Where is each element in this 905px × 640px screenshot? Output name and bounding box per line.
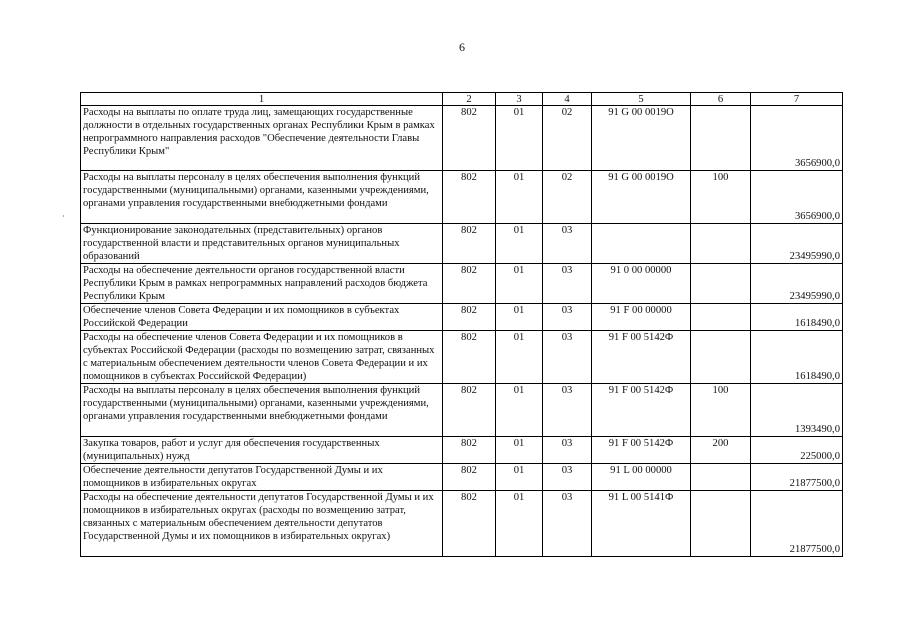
header-col-7: 7 bbox=[751, 93, 843, 106]
row-ministry-code: 802 bbox=[443, 264, 496, 304]
row-name: Обеспечение членов Совета Федерации и их помощников в субъектах Российской Федерации bbox=[81, 304, 443, 331]
row-name: Функционирование законодательных (представительных) органов государственной власти и представительных органов муниципальных образований bbox=[81, 224, 443, 264]
table-row bbox=[81, 304, 843, 331]
row-target-article: 91 F 00 5142Ф bbox=[592, 331, 691, 384]
row-name: Расходы на выплаты персоналу в целях обеспечения выполнения функций государственными (муниципальными) органами, казенными учреждениями, органами управления государственными внебюджетными фондами bbox=[81, 384, 443, 437]
row-amount: 1618490,0 bbox=[751, 304, 843, 331]
row-expense-type: 200 bbox=[691, 437, 751, 464]
row-expense-type bbox=[691, 464, 751, 491]
row-section: 01 bbox=[496, 171, 543, 224]
row-amount: 1393490,0 bbox=[751, 384, 843, 437]
row-section: 01 bbox=[496, 264, 543, 304]
row-section: 01 bbox=[496, 384, 543, 437]
row-expense-type bbox=[691, 224, 751, 264]
row-subsection: 03 bbox=[543, 304, 592, 331]
row-section: 01 bbox=[496, 331, 543, 384]
table-row bbox=[81, 331, 843, 384]
table-row bbox=[81, 464, 843, 491]
row-target-article: 91 F 00 5142Ф bbox=[592, 437, 691, 464]
row-name: Расходы на обеспечение деятельности органов государственной власти Республики Крым в рамках непрограммных направлений расходов бюджета Республики Крым bbox=[81, 264, 443, 304]
row-section: 01 bbox=[496, 437, 543, 464]
row-subsection: 03 bbox=[543, 384, 592, 437]
row-name: Обеспечение деятельности депутатов Государственной Думы и их помощников в избирательных округах bbox=[81, 464, 443, 491]
row-name: Расходы на обеспечение деятельности депутатов Государственной Думы и их помощников в избирательных округах (расходы по возмещению затрат, связанных с материальным обеспечением деятельности депутатов Государственной Думы и их помощников в избирательных округах) bbox=[81, 491, 443, 557]
row-name: Расходы на выплаты по оплате труда лиц, замещающих государственные должности в отдельных государственных органах Республики Крым в рамках непрограммного направления расходов "Обеспечение деятельности Главы Республики Крым" bbox=[81, 106, 443, 171]
table-row bbox=[81, 106, 843, 171]
row-section: 01 bbox=[496, 464, 543, 491]
row-ministry-code: 802 bbox=[443, 224, 496, 264]
row-ministry-code: 802 bbox=[443, 384, 496, 437]
header-row bbox=[81, 93, 843, 106]
table-row bbox=[81, 437, 843, 464]
row-ministry-code: 802 bbox=[443, 491, 496, 557]
row-subsection: 03 bbox=[543, 437, 592, 464]
row-ministry-code: 802 bbox=[443, 304, 496, 331]
row-name: Закупка товаров, работ и услуг для обеспечения государственных (муниципальных) нужд bbox=[81, 437, 443, 464]
row-target-article: 91 F 00 5142Ф bbox=[592, 384, 691, 437]
row-name: Расходы на выплаты персоналу в целях обеспечения выполнения функций государственными (муниципальными) органами, казенными учреждениями, органами управления государственными внебюджетными фондами bbox=[81, 171, 443, 224]
row-target-article: 91 F 00 00000 bbox=[592, 304, 691, 331]
row-amount: 23495990,0 bbox=[751, 264, 843, 304]
row-section: 01 bbox=[496, 491, 543, 557]
row-target-article: 91 G 00 0019О bbox=[592, 106, 691, 171]
header-col-1: 1 bbox=[81, 93, 443, 106]
scan-mark: · bbox=[62, 212, 65, 221]
row-expense-type bbox=[691, 106, 751, 171]
header-col-6: 6 bbox=[691, 93, 751, 106]
row-subsection: 02 bbox=[543, 171, 592, 224]
row-subsection: 03 bbox=[543, 264, 592, 304]
row-amount: 23495990,0 bbox=[751, 224, 843, 264]
row-expense-type bbox=[691, 264, 751, 304]
row-target-article: 91 0 00 00000 bbox=[592, 264, 691, 304]
header-col-3: 3 bbox=[496, 93, 543, 106]
header-col-4: 4 bbox=[543, 93, 592, 106]
table-row bbox=[81, 224, 843, 264]
row-target-article: 91 G 00 0019О bbox=[592, 171, 691, 224]
row-amount: 225000,0 bbox=[751, 437, 843, 464]
row-section: 01 bbox=[496, 224, 543, 264]
table-row bbox=[81, 384, 843, 437]
row-expense-type bbox=[691, 304, 751, 331]
row-ministry-code: 802 bbox=[443, 464, 496, 491]
row-amount: 21877500,0 bbox=[751, 491, 843, 557]
budget-table bbox=[80, 92, 843, 557]
row-subsection: 03 bbox=[543, 491, 592, 557]
row-ministry-code: 802 bbox=[443, 331, 496, 384]
row-subsection: 03 bbox=[543, 464, 592, 491]
row-name: Расходы на обеспечение членов Совета Федерации и их помощников в субъектах Российской Федерации (расходы по возмещению затрат, связанных с материальным обеспечением деятельности членов Совета Федерации и их помощников в субъектах Российской Федерации) bbox=[81, 331, 443, 384]
row-amount: 21877500,0 bbox=[751, 464, 843, 491]
row-subsection: 02 bbox=[543, 106, 592, 171]
row-expense-type: 100 bbox=[691, 384, 751, 437]
row-ministry-code: 802 bbox=[443, 106, 496, 171]
row-amount: 3656900,0 bbox=[751, 171, 843, 224]
row-section: 01 bbox=[496, 304, 543, 331]
table-row bbox=[81, 264, 843, 304]
table-row bbox=[81, 491, 843, 557]
row-target-article bbox=[592, 224, 691, 264]
row-section: 01 bbox=[496, 106, 543, 171]
row-amount: 1618490,0 bbox=[751, 331, 843, 384]
row-target-article: 91 L 00 5141Ф bbox=[592, 491, 691, 557]
row-expense-type bbox=[691, 331, 751, 384]
row-ministry-code: 802 bbox=[443, 171, 496, 224]
header-col-5: 5 bbox=[592, 93, 691, 106]
row-target-article: 91 L 00 00000 bbox=[592, 464, 691, 491]
table-row bbox=[81, 171, 843, 224]
row-expense-type: 100 bbox=[691, 171, 751, 224]
row-subsection: 03 bbox=[543, 224, 592, 264]
header-col-2: 2 bbox=[443, 93, 496, 106]
row-expense-type bbox=[691, 491, 751, 557]
page-number: 6 bbox=[459, 40, 465, 54]
row-ministry-code: 802 bbox=[443, 437, 496, 464]
row-amount: 3656900,0 bbox=[751, 106, 843, 171]
row-subsection: 03 bbox=[543, 331, 592, 384]
